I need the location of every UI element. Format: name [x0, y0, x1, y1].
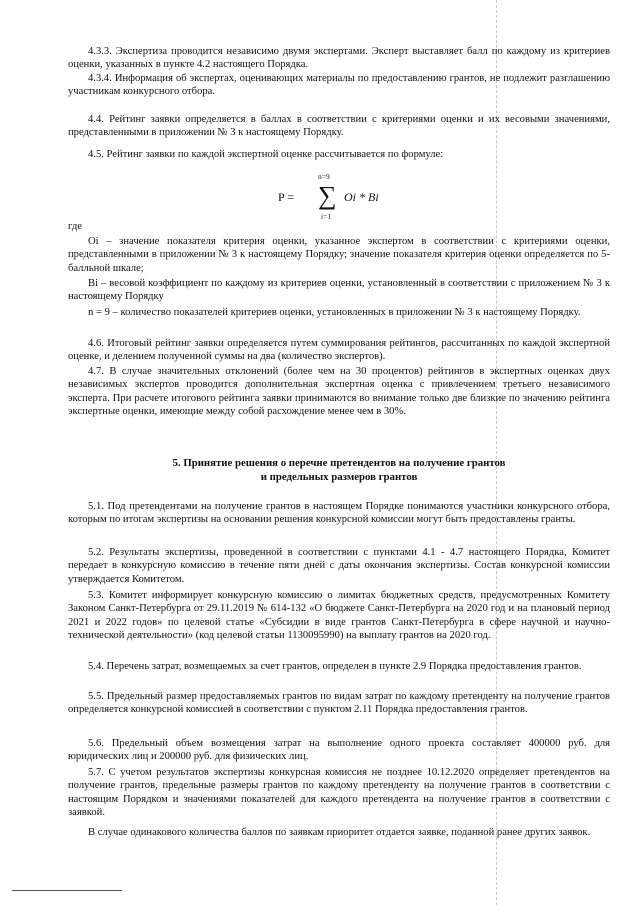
- paragraph-5-4: 5.4. Перечень затрат, возмещаемых за счет грантов, определен в пункте 2.9 Порядка предоставления грантов.: [88, 661, 582, 672]
- footnote-separator: [12, 890, 122, 891]
- paragraph-5-7-continued: В случае одинакового количества баллов по заявкам приоритет отдается заявке, поданной ранее других заявок.: [88, 827, 591, 838]
- rating-formula: [278, 172, 388, 222]
- formula-upper-limit: n=9: [318, 172, 330, 181]
- paragraph-4-3-3: 4.3.3. Экспертиза проводится независимо двумя экспертами. Эксперт выставляет балл по каждому из критериев оценки, указанных в пункте 4.2 настоящего Порядка.: [68, 46, 610, 71]
- paragraph-5-1: 5.1. Под претендентами на получение грантов в настоящем Порядке понимаются участники конкурсного отбора, которым по итогам экспертизы на основании решения конкурсной комиссии могут быть предоставлены гранты.: [68, 501, 610, 526]
- where-label: где: [68, 221, 82, 232]
- paragraph-5-6: 5.6. Предельный объем возмещения затрат на выполнение одного проекта составляет 400000 руб. для юридических лиц и 200000 руб. для физических лиц.: [68, 738, 610, 763]
- paragraph-4-6: 4.6. Итоговый рейтинг заявки определяется путем суммирования рейтингов, рассчитанных по каждой экспертной оценке, и делением полученной суммы на два (количество экспертов).: [68, 338, 610, 363]
- paragraph-5-2: 5.2. Результаты экспертизы, проведенной в соответствии с пунктами 4.1 - 4.7 настоящего Порядка, Комитет передает в конкурсную комиссию в течение пяти дней с даты окончания экспертизы. Состав конкурсной комиссии утверждается Комитетом.: [68, 547, 610, 585]
- paragraph-4-3-4: 4.3.4. Информация об экспертах, оценивающих материалы по предоставлению грантов, не подлежит разглашению участникам конкурсного отбора.: [68, 73, 610, 98]
- sigma-icon: ∑: [318, 181, 337, 210]
- section-5-heading-line-2: и предельных размеров грантов: [260, 471, 418, 483]
- definition-n: n = 9 – количество показателей критериев оценки, установленных в приложении № 3 к настоящему Порядку.: [88, 307, 581, 318]
- formula-lhs: P =: [278, 190, 294, 204]
- paragraph-4-7: 4.7. В случае значительных отклонений (более чем на 30 процентов) рейтингов в экспертных оценках двух независимых экспертов проводится дополнительная экспертная оценка с привлечением третьего независимого эксперта. При расчете итогового рейтинга заявки принимаются во внимание только две близкие по значению рейтинга экспертные оценки, имеющие между собой расхождение менее чем в 30%.: [68, 366, 610, 418]
- definition-bi: Bi – весовой коэффициент по каждому из критериев оценки, установленный в соответствии с приложением № 3 к настоящему Порядку: [68, 278, 610, 303]
- paragraph-5-3: 5.3. Комитет информирует конкурсную комиссию о лимитах бюджетных средств, предусмотренных Комитету Законом Санкт-Петербурга от 29.11.2019 № 614-132 «О бюджете Санкт-Петербурга на 2020 год и на плановый период 2021 и 2022 годов» по целевой статье «Субсидии в виде грантов Санкт-Петербурга в сфере научной и научно-технической деятельности» (код целевой статьи 1130095990) на выплату грантов на 2020 год.: [68, 590, 610, 642]
- paragraph-5-7: 5.7. С учетом результатов экспертизы конкурсная комиссия не позднее 10.12.2020 определяет претендентов на получение грантов, предельные размеры грантов по каждому претенденту на получение грантов в соответствии с настоящим Порядком и значениями показателей для каждого претендента на получение грантов в соответствии с заявкой.: [68, 767, 610, 819]
- paragraph-4-5: 4.5. Рейтинг заявки по каждой экспертной оценке рассчитывается по формуле:: [88, 149, 444, 160]
- formula-lower-limit: i=1: [321, 212, 332, 221]
- definition-oi: Oi – значение показателя критерия оценки, указанное экспертом в соответствии с критериями оценки, представленными в приложении № 3 к настоящему Порядку; значение показателя критерия оценки определяется по 5-балльной шкале;: [68, 236, 610, 274]
- section-5-heading-line-1: 5. Принятие решения о перечне претендентов на получение грантов: [172, 457, 506, 469]
- formula-rhs: Oi * Bi: [344, 190, 379, 204]
- paragraph-4-4: 4.4. Рейтинг заявки определяется в баллах в соответствии с критериями оценки и их весовыми значениями, представленными в приложении № 3 к настоящему Порядку.: [68, 114, 610, 139]
- paragraph-5-5: 5.5. Предельный размер предоставляемых грантов по видам затрат по каждому претенденту на получение грантов определяется конкурсной комиссией в соответствии с пунктом 2.11 Порядка предоставления грантов.: [68, 691, 610, 716]
